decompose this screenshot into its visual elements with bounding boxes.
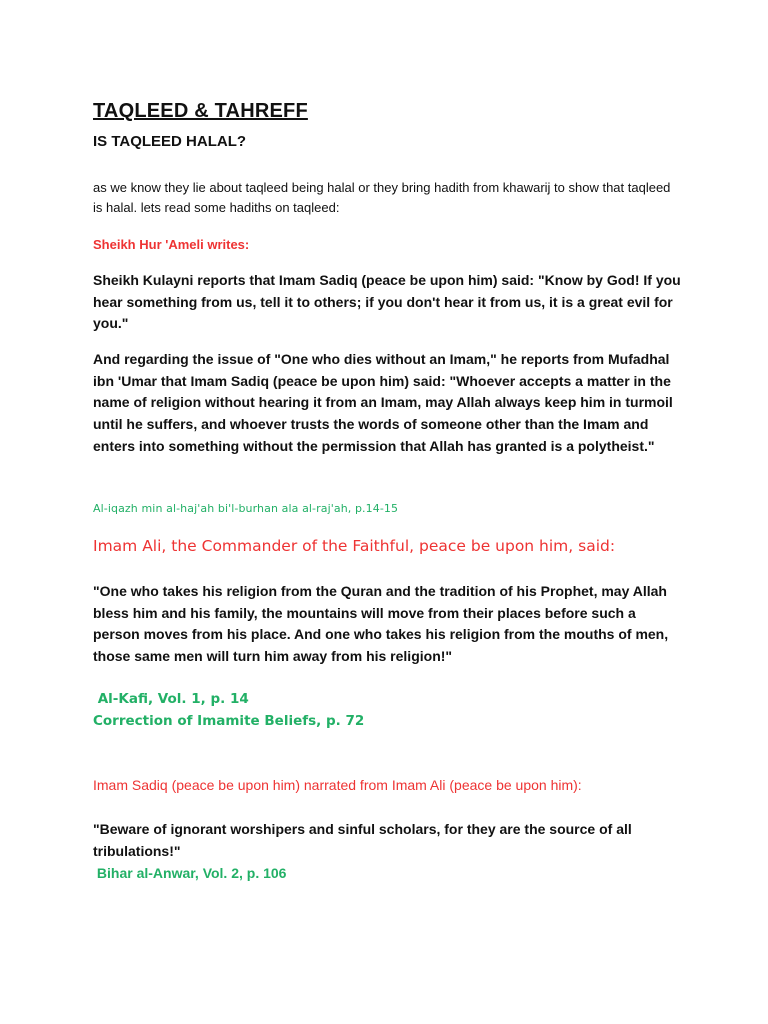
intro-paragraph: as we know they lie about taqleed being halal or they bring hadith from khawarij to show that taqleed is halal. lets read some hadiths on taqleed: xyxy=(93,180,671,215)
quote-paragraph-imam-ali: "One who takes his religion from the Quran and the tradition of his Prophet, may Allah bless him and his family, the mountains will move from their places before such a person moves from his place. And one who takes his religion from the mouths of men, those same men will turn him away from his religion!" xyxy=(93,583,669,665)
citation-iqazh: Al-iqazh min al-haj'ah bi'l-burhan ala al-raj'ah, p.14-15 xyxy=(93,502,399,515)
citation-al-kafi: Al-Kafi, Vol. 1, p. 14 xyxy=(93,691,249,707)
citation-bihar-al-anwar: Bihar al-Anwar, Vol. 2, p. 106 xyxy=(93,865,287,881)
section-heading-imam-ali: Imam Ali, the Commander of the Faithful, peace be upon him, said: xyxy=(93,537,616,555)
quote-paragraph-kulayni: Sheikh Kulayni reports that Imam Sadiq (peace be upon him) said: "Know by God! If you hear something from us, tell it to others; if you don't hear it from us, it is a great evil for you." xyxy=(93,272,681,332)
section-heading-hur-ameli: Sheikh Hur 'Ameli writes: xyxy=(93,237,250,252)
quote-paragraph-mufadhal: And regarding the issue of "One who dies without an Imam," he reports from Mufadhal ibn 'Umar that Imam Sadiq (peace be upon him) said: "Whoever accepts a matter in the name of religion without hearing it from an Imam, may Allah always keep him in turmoil until he suffers, and whoever trusts the words of someone other than the Imam and enters into something without the permission that Allah has granted is a polytheist." xyxy=(93,351,673,454)
section-heading-imam-sadiq: Imam Sadiq (peace be upon him) narrated from Imam Ali (peace be upon him): xyxy=(93,777,582,793)
quote-paragraph-tribulations: "Beware of ignorant worshipers and sinful scholars, for they are the source of all tribulations!" xyxy=(93,821,632,859)
citation-imamite-beliefs: Correction of Imamite Beliefs, p. 72 xyxy=(93,713,365,729)
document-title: TAQLEED & TAHREFF xyxy=(93,100,308,122)
document-subtitle: IS TAQLEED HALAL? xyxy=(93,133,247,150)
